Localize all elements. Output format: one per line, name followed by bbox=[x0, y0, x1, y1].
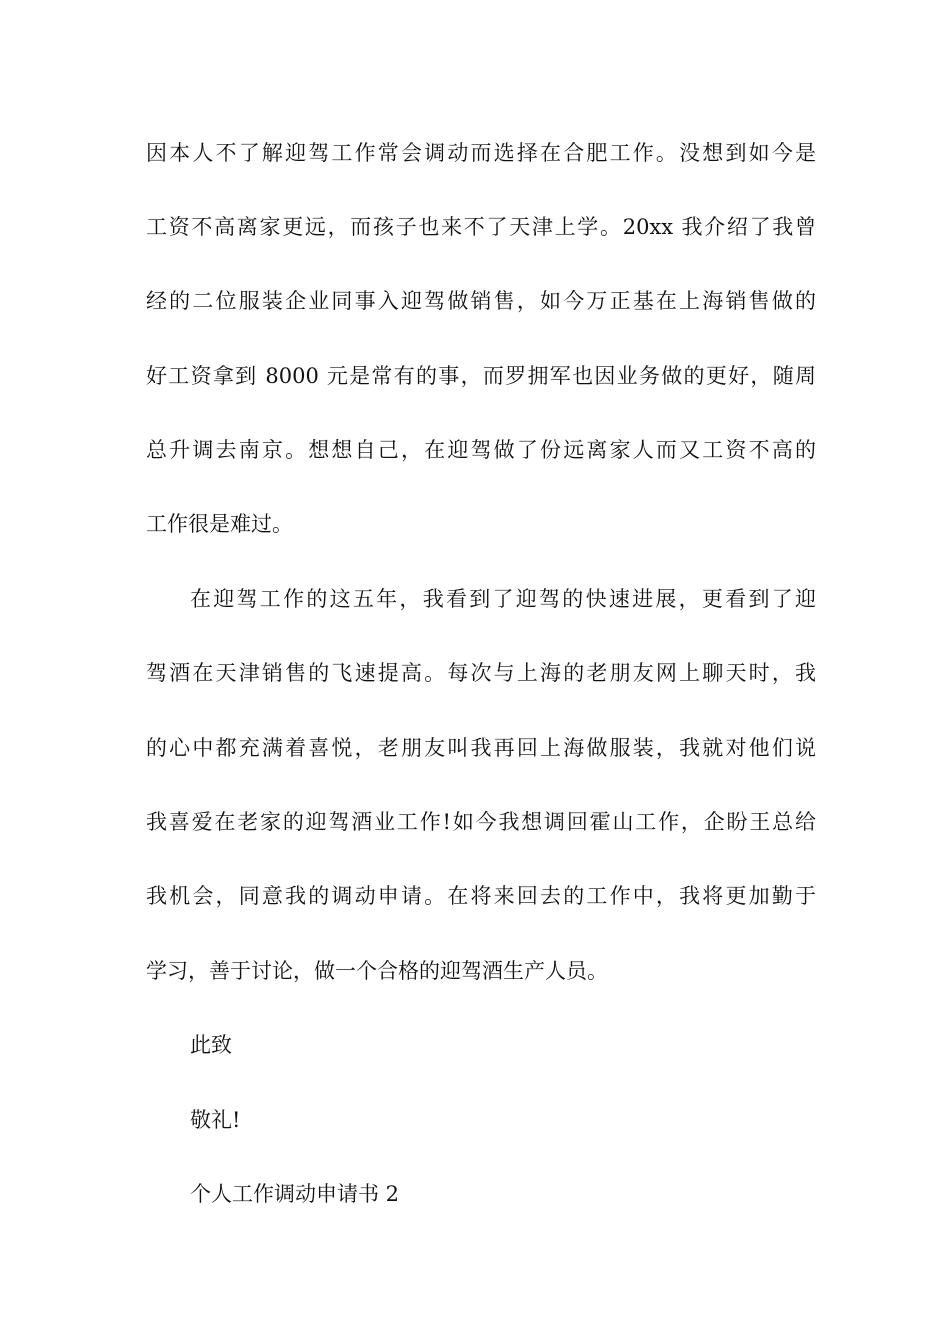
closing-salutation: 此致 bbox=[190, 1033, 232, 1057]
paragraph-2-line-4: 我喜爱在老家的迎驾酒业工作!如今我想调回霍山工作，企盼王总给 bbox=[146, 810, 816, 834]
paragraph-2-line-3: 的心中都充满着喜悦，老朋友叫我再回上海做服装，我就对他们说 bbox=[146, 736, 816, 760]
paragraph-2-line-5: 我机会，同意我的调动申请。在将来回去的工作中，我将更加勤于 bbox=[146, 884, 816, 908]
paragraph-1-line-6: 工作很是难过。 bbox=[146, 512, 293, 536]
next-section-title: 个人工作调动申请书 2 bbox=[190, 1182, 400, 1206]
paragraph-2-line-1: 在迎驾工作的这五年，我看到了迎驾的快速进展，更看到了迎 bbox=[190, 587, 816, 611]
paragraph-2-line-2: 驾酒在天津销售的飞速提高。每次与上海的老朋友网上聊天时，我 bbox=[146, 661, 816, 685]
paragraph-1-line-3: 经的二位服装企业同事入迎驾做销售，如今万正基在上海销售做的 bbox=[146, 289, 816, 313]
paragraph-1-line-5: 总升调去南京。想想自己，在迎驾做了份远离家人而又工资不高的 bbox=[146, 438, 816, 462]
paragraph-1-line-2: 工资不高离家更远，而孩子也来不了天津上学。20xx 我介绍了我曾 bbox=[146, 215, 816, 239]
closing-regards: 敬礼! bbox=[190, 1108, 241, 1132]
paragraph-2-line-6: 学习，善于讨论，做一个合格的迎驾酒生产人员。 bbox=[146, 959, 608, 983]
paragraph-1-line-1: 因本人不了解迎驾工作常会调动而选择在合肥工作。没想到如今是 bbox=[146, 141, 816, 165]
paragraph-1-line-4: 好工资拿到 8000 元是常有的事，而罗拥军也因业务做的更好，随周 bbox=[146, 364, 816, 388]
